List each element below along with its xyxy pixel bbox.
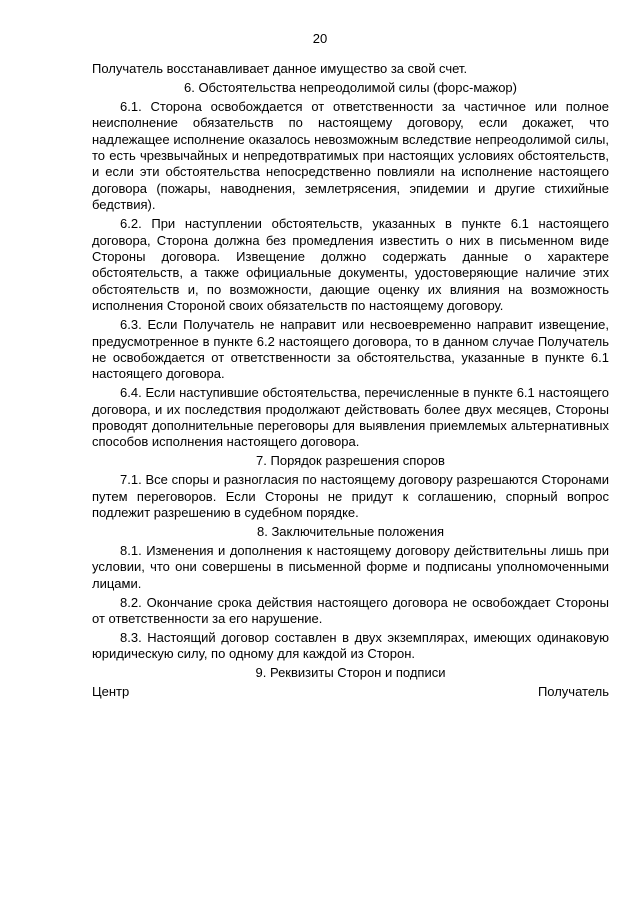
section-heading-final-provisions: 8. Заключительные положения: [257, 523, 444, 539]
intro-line: Получатель восстанавливает данное имущество за свой счет.: [92, 61, 468, 76]
clause-6-4: 6.4. Если наступившие обстоятельства, перечисленные в пункте 6.1 настоящего договора, и их последствия продолжают действовать более двух месяцев, Стороны проводят дополнительные переговоры для выявления приемлемых альтернативных способов исполнения настоящего договора.: [92, 385, 609, 450]
signature-party-recipient: Получатель: [537, 684, 609, 700]
page-number: 20: [312, 31, 328, 46]
clause-7-1: 7.1. Все споры и разногласия по настоящему договору разрешаются Сторонами путем переговоров. Если Стороны не придут к соглашению, спорный вопрос подлежит разрешению в судебном порядке.: [92, 472, 609, 521]
clause-6-2: 6.2. При наступлении обстоятельств, указанных в пункте 6.1 настоящего договора, Сторона должна без промедления известить о них в письменном виде Стороны договора. Извещение должно содержать данные о характере обстоятельств, а также официальные документы, удостоверяющие наличие этих обстоятельств и, по возможности, дающие оценку их влияния на возможность исполнения Стороной своих обязательств по настоящему договору.: [92, 216, 609, 314]
section-heading-disputes: 7. Порядок разрешения споров: [256, 453, 445, 469]
section-heading-requisites: 9. Реквизиты Сторон и подписи: [255, 665, 446, 681]
clause-8-3: 8.3. Настоящий договор составлен в двух экземплярах, имеющих одинаковую юридическую силу, по одному для каждой из Сторон.: [92, 629, 609, 662]
clause-6-3: 6.3. Если Получатель не направит или несвоевременно направит извещение, предусмотренное в пункте 6.2 настоящего договора, то в данном случае Получатель не освобождается от ответственности за обстоятельства, указанные в пункте 6.1 настоящего договора.: [92, 317, 609, 382]
document-body: [92, 61, 609, 701]
signature-party-center: Центр: [92, 684, 130, 700]
clause-6-1: 6.1. Сторона освобождается от ответственности за частичное или полное неисполнение обязательств по настоящему договору, если докажет, что надлежащее исполнение оказалось невозможным вследствие непреодолимой силы, то есть чрезвычайных и непредотвратимых при настоящих условиях обстоятельств, и если эти обстоятельства непосредственно повлияли на исполнение настоящего договора (пожары, наводнения, землетрясения, эпидемии и другие стихийные бедствия).: [92, 98, 609, 213]
section-heading-force-majeure: 6. Обстоятельства непреодолимой силы (форс-мажор): [183, 79, 517, 95]
signature-row: [92, 684, 609, 700]
clause-8-1: 8.1. Изменения и дополнения к настоящему договору действительны лишь при условии, что они совершены в письменной форме и подписаны уполномоченными лицами.: [92, 542, 609, 591]
clause-8-2: 8.2. Окончание срока действия настоящего договора не освобождает Стороны от ответственности за его нарушение.: [92, 594, 609, 626]
